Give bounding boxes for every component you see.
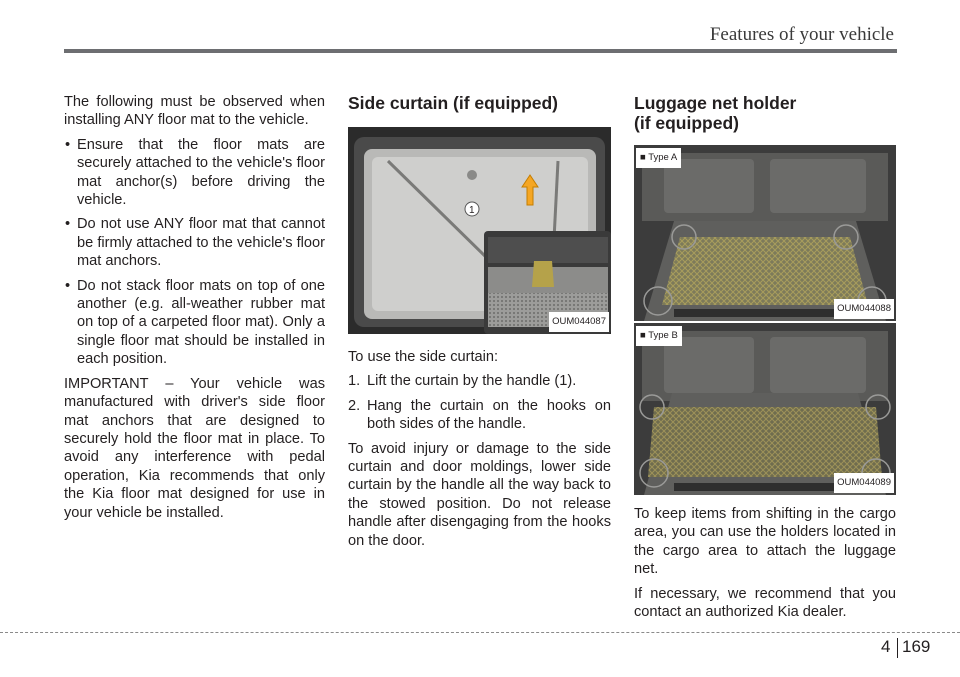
figure-code: OUM044088: [834, 299, 894, 319]
step-number: 2.: [348, 397, 361, 414]
header-rule: [64, 49, 897, 53]
important-note: IMPORTANT – Your vehicle was manufactured with driver's side floor mat anchors that are designed to securely hold the floor mat in place. To avoid any interference with pedal operation, Kia recommends that only the Kia floor mat designed for use in your vehicle be installed.: [64, 375, 325, 521]
side-curtain-warning: To avoid injury or damage to the side curtain and door moldings, lower side curtain by the handle all the way back to the stowed position. Do not release handle after disengaging from the hooks on the door.: [348, 440, 611, 549]
floor-mat-bullet-list: [64, 136, 325, 369]
step-text: Lift the curtain by the handle (1).: [367, 373, 577, 390]
chapter-number: 4: [881, 637, 891, 656]
luggage-net-figure-b: [634, 323, 896, 495]
bullet-text: Ensure that the floor mats are securely attached to the vehicle's floor mat anchor(s) before driving the vehicle.: [77, 136, 325, 209]
bullet-icon: •: [65, 277, 71, 294]
figure-code: OUM044087: [549, 312, 609, 332]
luggage-net-figure-a: [634, 145, 896, 321]
floor-mat-intro: The following must be observed when installing ANY floor mat to the vehicle.: [64, 94, 325, 129]
side-curtain-illustration: [348, 127, 611, 334]
side-curtain-lead: To use the side curtain:: [348, 349, 499, 365]
figure-type-label: ■ Type B: [636, 326, 682, 346]
bullet-text: Do not use ANY floor mat that cannot be firmly attached to the vehicle's floor mat anchors.: [77, 216, 325, 270]
luggage-net-heading: [634, 93, 896, 133]
cargo-area-illustration-a: [634, 145, 896, 321]
heading-line-2: (if equipped): [634, 113, 739, 133]
page-number: 169: [902, 637, 931, 656]
step-item: [348, 372, 611, 390]
step-text: Hang the curtain on the hooks on both sides of the handle.: [367, 397, 611, 433]
page-header-title: Features of your vehicle: [709, 24, 894, 45]
step-item: [348, 397, 611, 434]
bullet-icon: •: [65, 136, 71, 153]
handle-icon: [532, 261, 554, 287]
column-side-curtain: [348, 93, 611, 556]
footer-rule: [0, 632, 960, 633]
side-curtain-heading: Side curtain (if equipped): [348, 93, 559, 113]
luggage-net-paragraph-2: If necessary, we recommend that you contact an authorized Kia dealer.: [634, 585, 896, 621]
bullet-item: [64, 136, 325, 210]
heading-line-1: Luggage net holder: [634, 93, 797, 113]
callout-label: 1: [469, 205, 475, 216]
step-number: 1.: [348, 373, 361, 390]
bullet-text: Do not stack floor mats on top of one another (e.g. all-weather rubber mat on top of a carpeted floor mat). Only a single floor mat should be installed in each position.: [77, 277, 325, 368]
bullet-item: [64, 277, 325, 369]
side-curtain-steps: [348, 372, 611, 433]
column-floor-mats: [64, 93, 325, 528]
cargo-area-illustration-b: [634, 323, 896, 495]
bullet-item: [64, 215, 325, 270]
figure-type-label: ■ Type A: [636, 148, 681, 168]
luggage-net-paragraph-1: To keep items from shifting in the cargo area, you can use the holders located in the cargo area to attach the luggage net.: [634, 506, 896, 578]
figure-code: OUM044089: [834, 473, 894, 493]
column-luggage-net: [634, 93, 896, 627]
bullet-icon: •: [65, 216, 71, 233]
side-curtain-figure: [348, 127, 611, 334]
page-number-separator: [897, 638, 898, 658]
